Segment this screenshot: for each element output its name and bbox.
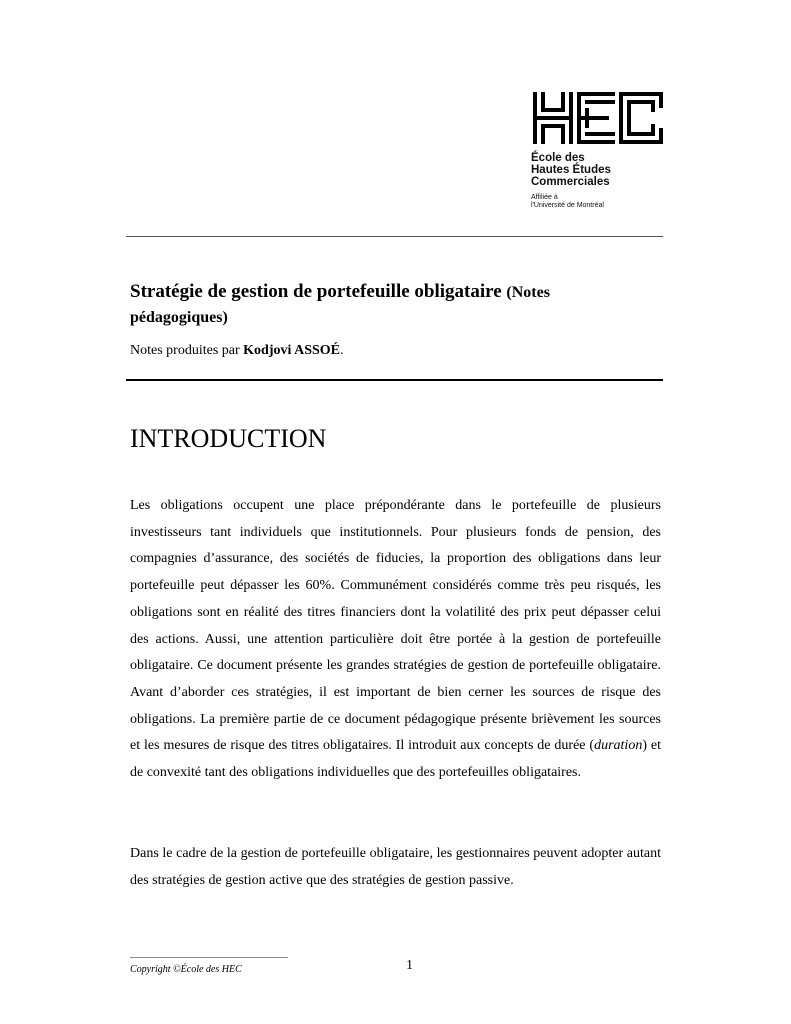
- logo-affiliation-2: l'Université de Montréal: [531, 202, 604, 209]
- document-title: [130, 280, 650, 330]
- copyright-notice: Copyright ©École des HEC: [130, 964, 242, 975]
- paragraph-2: Dans le cadre de la gestion de portefeuille obligataire, les gestionnaires peuvent adopter autant des stratégies de gestion active que des stratégies de gestion passive.: [130, 846, 661, 888]
- footer-rule: [130, 957, 288, 958]
- byline-suffix: .: [340, 343, 344, 358]
- paragraph-1: [130, 493, 661, 787]
- header-rule: [126, 236, 663, 237]
- page-number: 1: [406, 958, 413, 973]
- title-note: (Notes pédagogiques): [130, 284, 550, 326]
- paragraph-1-emphasis: duration: [594, 738, 643, 754]
- title-rule: [126, 379, 663, 381]
- paragraph-1-text-end: ) et de convexité tant des obligations individuelles que des portefeuilles obligataires.: [130, 738, 662, 781]
- byline: [130, 343, 344, 359]
- section-heading: INTRODUCTION: [130, 424, 327, 453]
- logo-line-2: Hautes Études: [531, 164, 611, 176]
- byline-prefix: Notes produites par: [130, 343, 244, 358]
- title-main: Stratégie de gestion de portefeuille obligataire: [130, 281, 502, 302]
- hec-wordmark-icon: [531, 90, 666, 146]
- logo-affiliation-1: Affiliée à: [531, 194, 558, 201]
- logo-line-1: École des: [531, 152, 585, 164]
- paragraph-1-text: Les obligations occupent une place prépondérante dans le portefeuille de plusieurs investisseurs tant individuels que institutionnels. Pour plusieurs fonds de pension, des compagnies d’assurance, des sociétés de fiducies, la proportion des obligations dans leur portefeuille peut dépasser les 60%. Communément considérés comme très peu risqués, les obligations sont en réalité des titres financiers dont la volatilité des prix peut dépasser celui des actions. Aussi, une attention particulière doit être portée à la gestion de portefeuille obligataire. Ce document présente les grandes stratégies de gestion de portefeuille obligataire. Avant d’aborder ces stratégies, il est important de bien cerner les sources de risque des obligations. La première partie de ce document pédagogique présente brièvement les sources et les mesures de risque des titres obligataires. Il introduit aux concepts de durée (: [130, 498, 661, 754]
- hec-logo: [531, 90, 666, 215]
- author-name: Kodjovi ASSOÉ: [243, 343, 341, 358]
- logo-line-3: Commerciales: [531, 176, 610, 188]
